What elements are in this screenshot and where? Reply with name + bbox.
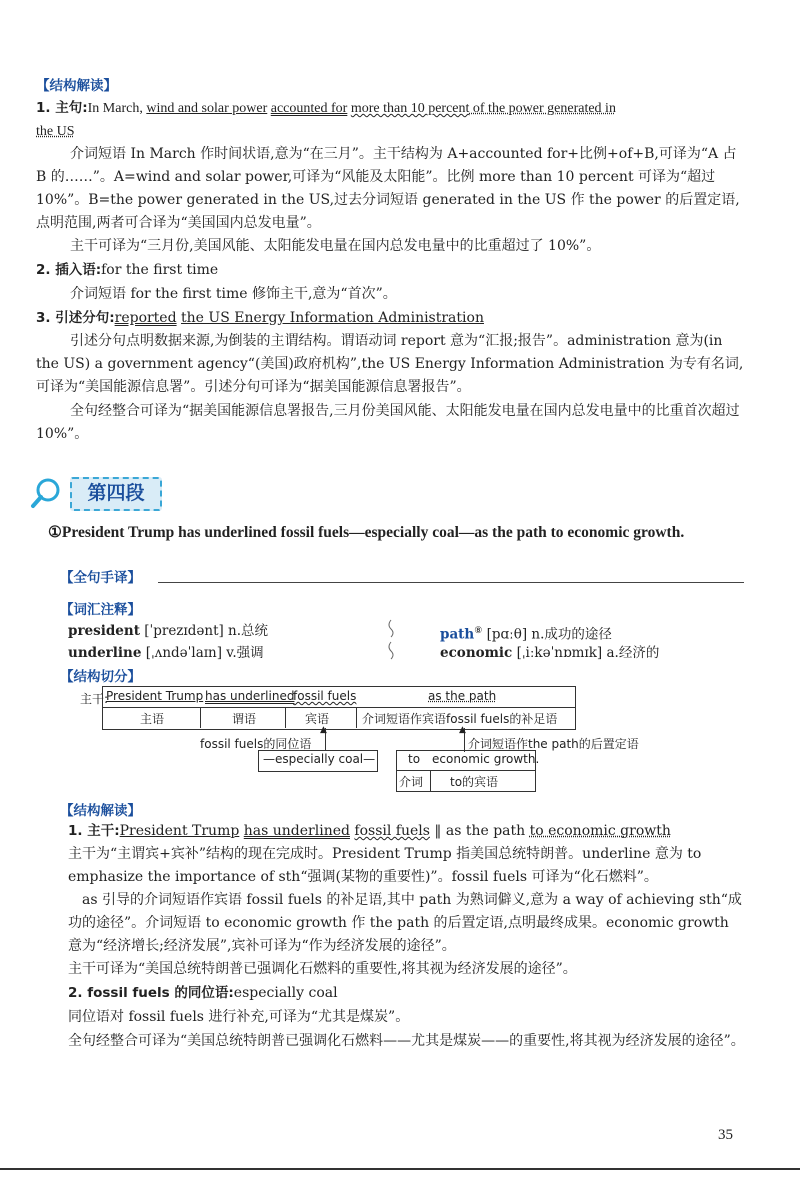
paragraph: as 引导的介词短语作宾语 fossil fuels 的补足语,其中 path 为熟词僻义,意为 a way of achieving sth“成功的途径”。介词短语 to economic growth 作 the path 的后置定语,点明最终成果。economic growth 意为“经济增长;经济发展”,宾补可译为“作为经济发展的途径”。: [68, 892, 742, 954]
section-label-translate: 【全句手译】: [60, 570, 141, 586]
vocab-entry-president: [68, 620, 268, 642]
item-number: 3. 引述分句:: [36, 310, 115, 326]
appositive-text: —especially coal—: [263, 752, 376, 766]
section-label-structure-split: 【结构切分】: [60, 669, 141, 685]
item-number: 1. 主句:: [36, 100, 88, 116]
diagram-cell-verb: has underlined: [205, 689, 295, 703]
frequency-badge: ⑧: [474, 626, 483, 636]
phrase: In March,: [87, 101, 147, 116]
paragraph: 主干为“主谓宾+宾补”结构的现在完成时。President Trump 指美国总统特朗普。underline 意为 to emphasize the importance of sth“强调(某物的重要性)”。fossil fuels 可译为“化石燃料”。: [68, 846, 702, 885]
page-number: 35: [718, 1127, 733, 1143]
paragraph: 全句经整合可译为“据美国能源信息署报告,三月份美国风能、太阳能发电量在国内总发电量中的比重首次超过 10%”。: [36, 403, 740, 442]
verb: reported: [114, 310, 177, 326]
paragraph: 引述分句点明数据来源,为倒装的主谓结构。谓语动词 report 意为“汇报;报告”。administration 意为(in the US) a government agency“(美国)政府机构”,the US Energy Information Administration 为专有名词,可译为“美国能源信息署”。引述分句可译为“据美国能源信息署报告”。: [36, 333, 744, 395]
object: fossil fuels: [354, 823, 430, 839]
vocab-definition: [ˈprezɪdənt] n.总统: [139, 623, 269, 639]
phrase-rest: of the power generated in: [469, 101, 616, 116]
diagram-cell-complement: as the path: [428, 689, 497, 703]
phrase: for the first time: [101, 262, 219, 278]
postmodifier-note: 介词短语作the path的后置定语: [468, 737, 639, 751]
main-label: 主干:: [80, 692, 109, 706]
phrase: especially coal: [233, 985, 338, 1001]
paragraph: 同位语对 fossil fuels 进行补充,可译为“尤其是煤炭”。: [68, 1009, 410, 1025]
paragraph: 主干可译为“三月份,美国风能、太阳能发电量在国内总发电量中的比重超过了 10%”。: [70, 238, 601, 254]
phrase-tail: the US: [36, 124, 75, 139]
subject: President Trump: [119, 823, 240, 839]
vocab-word: path: [440, 626, 475, 643]
paragraph: 介词短语 In March 作时间状语,意为“在三月”。主干结构为 A+accounted for+比例+of+B,可译为“A 占 B 的……”。A=wind and solar power,可译为“风能及太阳能”。比例 more than 10 percent 可译为“超过 10%”。B=the power generated in the US,过去分词短语 generated in the US 作 the power 的后置定语,点明范围,两者可合译为“美国国内总发电量”。: [36, 146, 740, 231]
prep-role: 介词: [399, 775, 424, 789]
item-number: 2. 插入语:: [36, 262, 102, 278]
section-title: 第四段: [87, 482, 145, 504]
role-complement: 介词短语作宾语fossil fuels的补足语: [362, 712, 558, 726]
subject: wind and solar power: [146, 101, 268, 116]
role-object: 宾语: [305, 712, 330, 726]
paragraph: 全句经整合可译为“美国总统特朗普已强调化石燃料——尤其是煤炭——的重要性,将其视为经济发展的途径”。: [68, 1033, 745, 1049]
subject: the US Energy Information Administration: [181, 310, 484, 326]
phrase: ‖ as the path: [429, 823, 530, 839]
vocab-word: economic: [440, 645, 513, 661]
diagram-cell-object: fossil fuels: [293, 689, 357, 703]
vocab-entry-underline: [68, 642, 264, 664]
structure-item-1b: [68, 820, 748, 843]
paragraph: 主干可译为“美国总统特朗普已强调化石燃料的重要性,将其视为经济发展的途径”。: [68, 961, 577, 977]
section-header: [30, 474, 180, 512]
translation-line[interactable]: [158, 582, 744, 583]
diagram-cell-subject: President Trump: [106, 689, 204, 703]
vocab-definition: [pɑːθ] n.成功的途径: [482, 626, 612, 643]
divider-icon: [385, 618, 397, 662]
structure-item-1: [36, 97, 746, 143]
section-label-structure-1: 【结构解读】: [36, 78, 117, 94]
structure-item-2b: [68, 982, 746, 1005]
prep-object-role: to的宾语: [450, 775, 499, 789]
structure-item-2: [36, 259, 746, 282]
appositive-note: fossil fuels的同位语: [200, 737, 312, 751]
phrase-tail: to economic growth: [529, 823, 671, 839]
role-verb: 谓语: [232, 712, 257, 726]
footer-rule: [0, 1168, 800, 1170]
magnifier-icon: [30, 476, 64, 510]
section-label-structure-2: 【结构解读】: [60, 803, 141, 819]
verb: has underlined: [243, 823, 350, 839]
role-subject: 主语: [140, 712, 165, 726]
object: more than 10 percent: [350, 101, 470, 116]
structure-item-3: [36, 307, 746, 330]
sentence: ①President Trump has underlined fossil fuels—especially coal—as the path to economic growth.: [48, 524, 685, 541]
item-number: 2. fossil fuels 的同位语:: [68, 985, 234, 1001]
section-label-vocab: 【词汇注释】: [60, 602, 141, 618]
item-number: 1. 主干:: [68, 823, 120, 839]
verb: accounted for: [270, 101, 348, 116]
vocab-entry-economic: [440, 642, 659, 664]
prep-word: to: [408, 752, 421, 766]
paragraph: 介词短语 for the first time 修饰主干,意为“首次”。: [70, 286, 397, 302]
vocab-definition: [ˌiːkəˈnɒmɪk] a.经济的: [512, 645, 660, 661]
vocab-word: president: [68, 623, 140, 639]
vocab-word: underline: [68, 645, 142, 661]
prep-object: economic growth.: [432, 752, 540, 766]
vocab-definition: [ˌʌndəˈlaɪn] v.强调: [141, 645, 264, 661]
